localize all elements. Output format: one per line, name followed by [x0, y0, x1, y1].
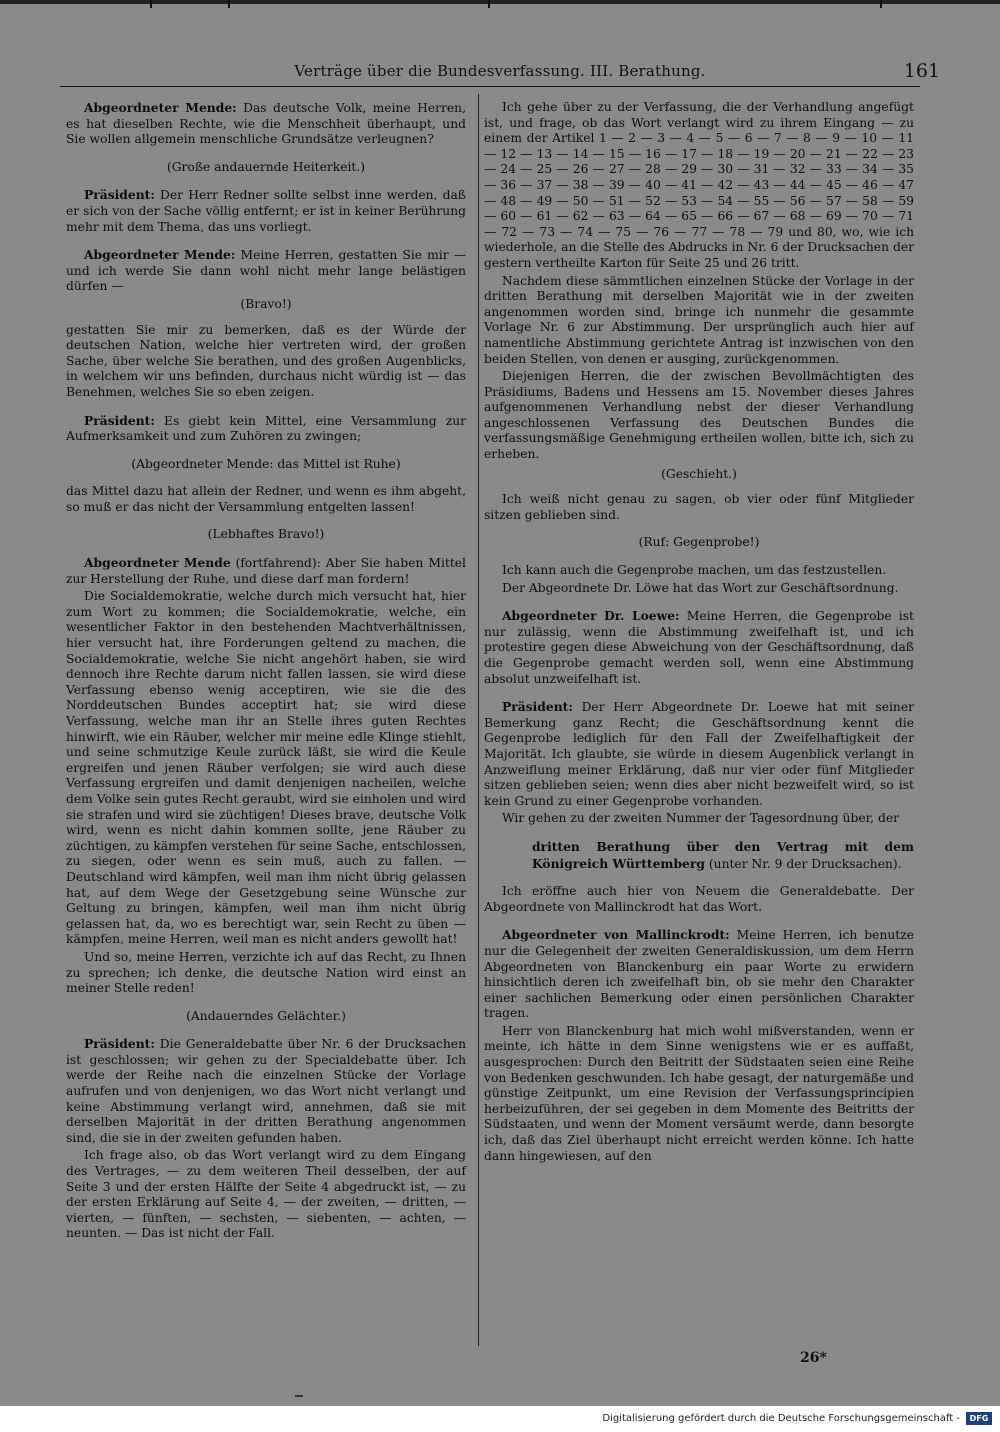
paragraph: Herr von Blanckenburg hat mich wohl mißverstanden, wenn er meinte, ich hätte in dem Sinne wenigstens wie er es auffaßt, ausgesprochen: Durch den Beitritt der Südstaaten seien eine Reihe von Bedenken geschwunden. Ich habe gesagt, der naturgemäße und günstige Zeitpunkt, um eine Revision der Verfassungsprincipien herbeizuführen, der sei gegeben in dem Momente des Beitritts der Südstaaten, und wenn der Moment versäumt werde, dann besorgte ich, daß das Ziel überhaupt nicht erreicht werden könne. Ich hatte dann hingewiesen, auf den	[484, 1023, 914, 1163]
agenda-heading: dritten Berathung über den Vertrag mit dem Königreich Württemberg	[532, 838, 914, 871]
paragraph-text: Der Herr Abgeordnete Dr. Loewe hat mit seiner Bemerkung ganz Recht; die Geschäftsordnung kennt die Gegenprobe lediglich für den Fall der Zweifelhaftigkeit der Majorität. Ich glaubte, sie würde in diesem Augenblick verlangt in Anzweiflung meiner Erklärung, daß nur vier oder fünf Mitglieder sitzen geblieben seien; wenn dies aber nicht bezweifelt wird, so ist kein Grund zu einer Gegenprobe vorhanden.	[484, 700, 914, 808]
running-title: Verträge über die Bundesverfassung. III. Berathung.	[294, 62, 706, 80]
agenda-item	[532, 839, 914, 872]
right-column	[484, 100, 914, 1166]
stage-direction: (Lebhaftes Bravo!)	[207, 527, 325, 542]
paragraph	[484, 608, 914, 687]
speaker-label: Präsident:	[84, 412, 155, 428]
paragraph: Ich eröffne auch hier von Neuem die Generaldebatte. Der Abgeordnete von Mallinckrodt hat das Wort.	[484, 884, 914, 914]
paragraph	[66, 187, 466, 235]
scan-speck	[295, 1395, 303, 1397]
page-number: 161	[903, 60, 940, 82]
signature-mark: 26*	[800, 1350, 827, 1366]
stage-direction: (Abgeordneter Mende: das Mittel ist Ruhe)	[131, 456, 401, 471]
stage-direction: (Andauerndes Gelächter.)	[186, 1008, 346, 1023]
paragraph	[66, 247, 466, 295]
paragraph	[66, 555, 466, 587]
paragraph-text: Meine Herren, die Gegenprobe ist nur zulässig, wenn die Abstimmung zweifelhaft ist, und ich protestire gegen diese Abweichung von der Geschäftsordnung, daß die Gegenprobe gemacht werden soll, wenn eine Abstimmung absolut unzweifelhaft ist.	[484, 609, 914, 686]
paragraph: gestatten Sie mir zu bemerken, daß es der Würde der deutschen Nation, welche hier vertreten wird, der großen Sache, über welche Sie berathen, und des großen Augenblicks, in welchem wir uns befinden, durchaus nicht würdig ist — das Benehmen, welches Sie so eben zeigen.	[66, 322, 466, 399]
scan-tick	[488, 0, 490, 8]
stage-direction: (Ruf: Gegenprobe!)	[638, 535, 760, 550]
paragraph: Der Abgeordnete Dr. Löwe hat das Wort zur Geschäftsordnung.	[502, 580, 899, 595]
left-column	[66, 100, 466, 1244]
scan-tick	[228, 0, 230, 8]
paragraph-text: Meine Herren, gestatten Sie mir — und ich werde Sie dann wohl nicht mehr lange belästigen dürfen —	[66, 248, 466, 294]
paragraph: Und so, meine Herren, verzichte ich auf das Recht, zu Ihnen zu sprechen; ich denke, die deutsche Nation wird einst an meiner Stelle reden!	[66, 949, 466, 996]
paragraph: Ich gehe über zu der Verfassung, die der Verhandlung angefügt ist, und frage, ob das Wort verlangt wird zu ihrem Eingang — zu einem der Artikel 1 — 2 — 3 — 4 — 5 — 6 — 7 — 8 — 9 — 10 — 11 — 12 — 13 — 14 — 15 — 16 — 17 — 18 — 19 — 20 — 21 — 22 — 23 — 24 — 25 — 26 — 27 — 28 — 29 — 30 — 31 — 32 — 33 — 34 — 35 — 36 — 37 — 38 — 39 — 40 — 41 — 42 — 43 — 44 — 45 — 46 — 47 — 48 — 49 — 50 — 51 — 52 — 53 — 54 — 55 — 56 — 57 — 58 — 59 — 60 — 61 — 62 — 63 — 64 — 65 — 66 — 67 — 68 — 69 — 70 — 71 — 72 — 73 — 74 — 75 — 76 — 77 — 78 — 79 und 80, wo, wie ich wiederhole, an die Stelle des Abdrucks in Nr. 6 der Drucksachen der gestern vertheilte Karton für Seite 25 und 26 tritt.	[484, 100, 914, 270]
agenda-note: (unter Nr. 9 der Drucksachen).	[704, 856, 902, 871]
paragraph: Wir gehen zu der zweiten Nummer der Tagesordnung über, der	[502, 811, 899, 826]
scan-tick	[150, 0, 152, 8]
stage-direction: (Bravo!)	[240, 296, 292, 311]
speaker-label: Präsident:	[84, 187, 155, 203]
paragraph-text: Die Generaldebatte über Nr. 6 der Drucksachen ist geschlossen; wir gehen zu der Specialdebatte über. Ich werde der Reihe nach die einzelnen Stücke der Vorlage aufrufen und von denjenigen, wo das Wort nicht verlangt und keine Abstimmung verlangt wird, annehmen, daß sie mit derselben Majorität in der dritten Berathung angenommen sind, die sie in der zweiten gefunden haben.	[66, 1037, 466, 1145]
paragraph	[66, 100, 466, 148]
paragraph-text: Der Herr Redner sollte selbst inne werden, daß er sich von der Sache völlig entfernt; er ist in keiner Berührung mehr mit dem Thema, das uns vorliegt.	[66, 188, 466, 234]
speaker-label: Abgeordneter Mende:	[84, 100, 237, 115]
speaker-label: Abgeordneter Dr. Loewe:	[502, 608, 680, 624]
paragraph: Nachdem diese sämmtlichen einzelnen Stücke der Vorlage in der dritten Berathung mit derselben Majorität wie in der zweiten angenommen worden sind, bringe ich nunmehr die gesammte Vorlage Nr. 6 zur Abstimmung. Der ursprünglich auch hier auf namentliche Abstimmung gerichtete Antrag ist inzwischen von den beiden Stellen, von denen er ausging, zurückgenommen.	[484, 273, 914, 366]
paragraph: Die Socialdemokratie, welche durch mich versucht hat, hier zum Wort zu kommen; die Socialdemokratie, welche, ein wesentlicher Faktor in den bestehenden Machtverhältnissen, hier versucht hat, ihre Forderungen geltend zu machen, die Socialdemokratie, welche Sie nicht angehört haben, sie wird dennoch ihre Rechte darum nicht fallen lassen, sie wird diese Verfassung ebenso wenig acceptiren, wie sie die des Norddeutschen Bundes acceptirt hat; sie wird diese Verfassung, welche man ihr an Stelle ihres guten Rechtes hinwirft, wie ein Räuber, welcher mir meine edle Klinge stiehlt, und seine schmutzige Keule zurück läßt, sie wird die Keule ergreifen und jenen Räuber verfolgen; sie wird auch diese Verfassung ergreifen und damit denjenigen nacheilen, welche dem Volke sein gutes Recht geraubt, wird sie einholen und wird sie strafen und wird sie züchtigen! Dieses brave, deutsche Volk wird, wenn es nicht dahin kommen sollte, jene Räuber zu züchtigen, zu kämpfen verstehen für seine Sache, entschlossen, zu siegen, oder wenn es sein muß, auch zu fallen. — Deutschland wird kämpfen, weil man ihm nicht übrig gelassen hat, auf dem Wege der Gesetzgebung seine Wünsche zur Geltung zu bringen, kämpfen, weil man ihm nicht übrig gelassen hat, da, wo es berechtigt war, sein Recht zu üben — kämpfen, meine Herren, weil man es nicht anders gewollt hat!	[66, 589, 466, 947]
stage-direction: (Geschieht.)	[661, 466, 737, 481]
paragraph	[484, 699, 914, 809]
stage-direction: (Große andauernde Heiterkeit.)	[166, 159, 366, 174]
paragraph: das Mittel dazu hat allein der Redner, und wenn es ihm abgeht, so muß er das nicht der Versammlung entgelten lassen!	[66, 484, 466, 514]
paragraph: Diejenigen Herren, die der zwischen Bevollmächtigten des Präsidiums, Badens und Hessens am 15. November dieses Jahres aufgenommenen Verhandlung nebst der dieser Verhandlung angeschlossenen Verfassung des Deutschen Bundes die verfassungsmäßige Genehmigung ertheilen wollen, bitte ich, sich zu erheben.	[484, 369, 914, 462]
paragraph: Ich weiß nicht genau zu sagen, ob vier oder fünf Mitglieder sitzen geblieben sind.	[484, 492, 914, 522]
paragraph-text: Meine Herren, ich benutze nur die Gelegenheit der zweiten Generaldiskussion, um dem Herrn Abgeordneten von Blanckenburg ein paar Worte zu erwidern hinsichtlich deren ich zweifelhaft bin, ob sie mehr den Charakter einer sachlichen Bemerkung oder einen persönlichen Charakter tragen.	[484, 928, 914, 1021]
page-header	[60, 62, 940, 84]
paragraph	[66, 1036, 466, 1146]
funding-credit: Digitalisierung gefördert durch die Deutsche Forschungsgemeinschaft -	[602, 1413, 960, 1424]
paragraph: Ich frage also, ob das Wort verlangt wird zu dem Eingang des Vertrages, — zu dem weiteren Theil desselben, der auf Seite 3 und der ersten Hälfte der Seite 4 abgedruckt ist, — zu der ersten Erklärung auf Seite 4, — der zweiten, — dritten, — vierten, — fünften, — sechsten, — siebenten, — achten, — neunten. — Das ist nicht der Fall.	[66, 1148, 466, 1241]
dfg-logo[interactable]: DFG	[966, 1412, 992, 1425]
speaker-label: Abgeordneter von Mallinckrodt:	[502, 927, 730, 943]
header-rule	[60, 86, 920, 87]
paragraph-text: Es giebt kein Mittel, eine Versammlung zur Aufmerksamkeit und zum Zuhören zu zwingen;	[66, 413, 466, 444]
paragraph-text: (fortfahrend): Aber Sie haben Mittel zur Herstellung der Ruhe, und diese darf man fordern!	[66, 556, 466, 586]
speaker-label: Abgeordneter Mende:	[84, 247, 236, 263]
column-rule	[478, 94, 479, 1346]
footer-bar	[0, 1406, 1000, 1432]
speaker-label: Präsident:	[84, 1036, 155, 1052]
speaker-label: Präsident:	[502, 699, 573, 715]
paragraph: Ich kann auch die Gegenprobe machen, um das festzustellen.	[502, 563, 887, 578]
paragraph	[66, 413, 466, 445]
paragraph-text: Das deutsche Volk, meine Herren, es hat dieselben Rechte, wie die Menschheit überhaupt, und Sie wollen allgemein menschliche Grundsätze verleugnen?	[66, 101, 466, 147]
speaker-label: Abgeordneter Mende	[84, 555, 231, 571]
scan-tick	[880, 0, 882, 8]
paragraph	[484, 927, 914, 1022]
